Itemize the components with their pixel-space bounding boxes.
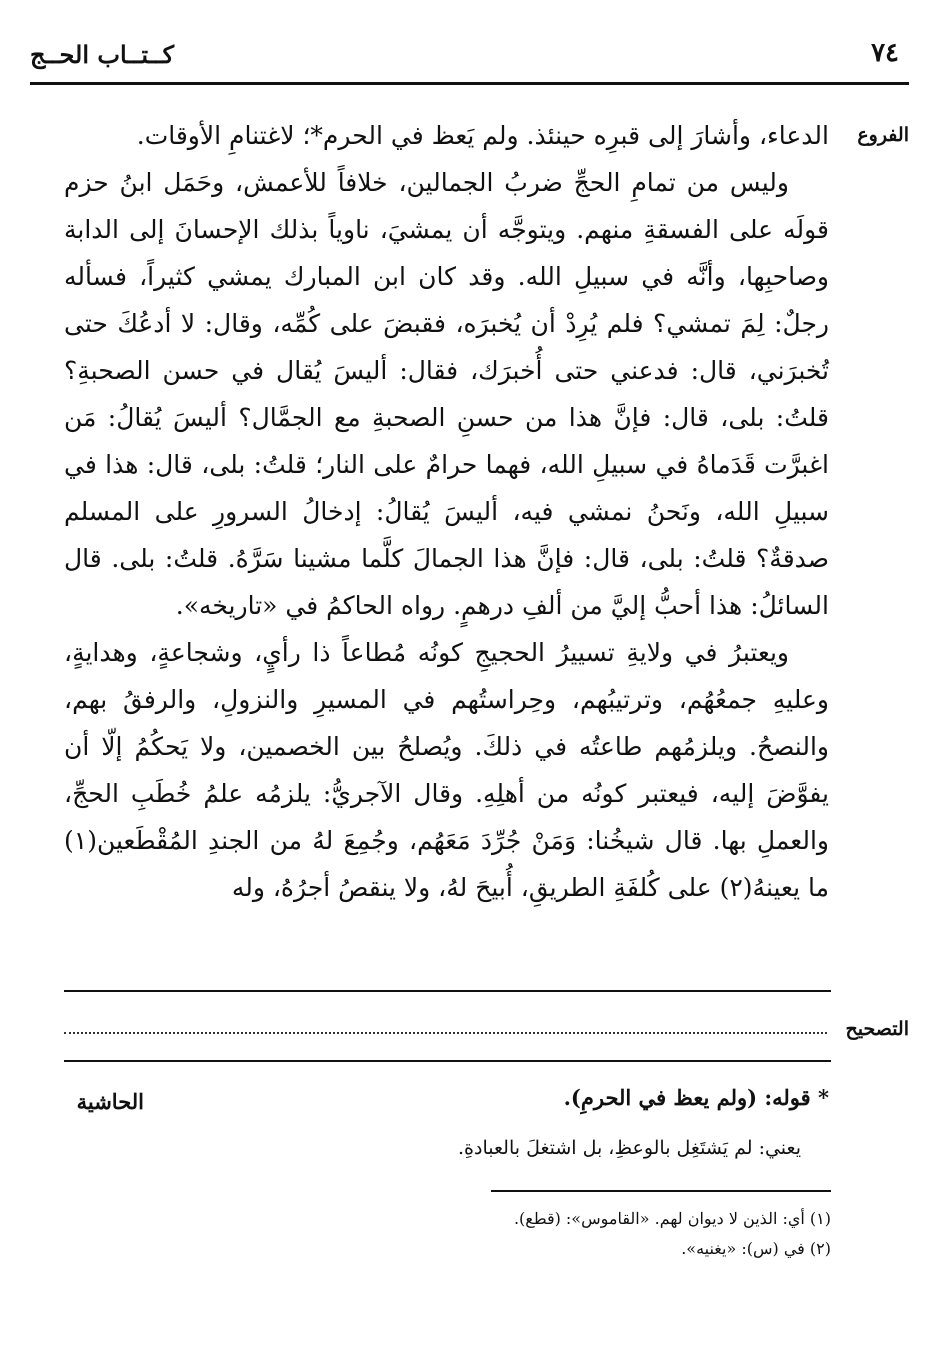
tashih-dotted-line — [64, 1032, 827, 1034]
running-title: كــتــاب الحــج — [30, 40, 175, 69]
side-label-furu: الفروع — [857, 124, 909, 146]
hashiya-section — [64, 1082, 829, 1164]
paragraph-2: وليس من تمامِ الحجِّ ضربُ الجمالين، خلافاً للأعمش، وحَمَل ابنُ حزم قولَه على الفسقةِ منهم. ويتوجَّه أن يمشيَ، ناوياً بذلك الإحسانَ إلى الدابة وصاحبِها، وأنَّه في سبيلِ الله. وقد كان ابن المبارك يمشي كثيراً، فسأله رجلٌ: لِمَ تمشي؟ فلم يُرِدْ أن يُخبرَه، فقبضَ على كُمِّه، وقال: لا أدعُكَ حتى تُخبرَني، قال: فدعني حتى أُخبرَك، فقال: أليسَ يُقال في حسن الصحبةِ؟ قلتُ: بلى، قال: فإنَّ هذا من حسنِ الصحبةِ مع الجمَّال؟ أليسَ يُقالُ: مَن اغبرَّت قَدَماهُ في سبيلِ الله، فهما حرامٌ على النار؛ قلتُ: بلى، قال: هذا في سبيلِ الله، ونَحنُ نمشي فيه، أليسَ يُقالُ: إدخالُ السرورِ على المسلم صدقةٌ؟ قلتُ: بلى، قال: فإنَّ هذا الجمالَ كلَّما مشينا سَرَّهُ. قلتُ: بلى. قال السائلُ: هذا أحبُّ إليَّ من ألفِ درهمٍ. رواه الحاكمُ في «تاريخه». — [64, 168, 829, 620]
hashiya-head: * قوله: (ولم يعظ في الحرمِ). — [563, 1085, 829, 1110]
side-label-hashiya: الحاشية — [76, 1089, 144, 1114]
footnote-2: (٢) في (س): «يغنيه». — [681, 1239, 831, 1258]
paragraph-3: ويعتبرُ في ولايةِ تسييرُ الحجيجِ كونُه مُطاعاً ذا رأيٍ، وشجاعةٍ، وهدايةٍ، وعليهِ جمعُهُم، وترتيبُهم، وحِراستُهم في المسيرِ والنزولِ، والرفقُ بهم، والنصحُ. ويلزمُهم طاعتُه في ذلكَ. ويُصلحُ بين الخصمين، ولا يَحكُمُ إلّا أن يفوَّضَ إليه، فيعتبر كونُه من أهلِهِ. وقال الآجريُّ: يلزمُه علمُ خُطَبِ الحجِّ، والعملِ بها. قال شيخُنا: وَمَنْ جُرِّدَ مَعَهُم، وجُمِعَ لهُ من الجندِ المُقْطَعين(١) ما يعينهُ(٢) على كُلفَةِ الطريقِ، أُبيحَ لهُ، ولا ينقصُ أجرُهُ، وله — [64, 638, 829, 902]
header-divider — [30, 82, 909, 85]
page-number: ٧٤ — [871, 38, 899, 68]
section-divider-bottom — [64, 1060, 831, 1062]
footnote-divider — [491, 1190, 831, 1192]
footnotes — [64, 1204, 831, 1264]
side-label-tashih: التصحيح — [845, 1018, 909, 1040]
paragraph-1: الدعاء، وأشارَ إلى قبرِه حينئذ. ولم يَعظ في الحرم*؛ لاغتنامِ الأوقات. — [136, 121, 829, 150]
section-divider-top — [64, 990, 831, 992]
main-text — [64, 112, 829, 911]
hashiya-body: يعني: لم يَشتَغِل بالوعظِ، بل اشتغلَ بالعبادةِ. — [458, 1137, 801, 1159]
footnote-1: (١) أي: الذين لا ديوان لهم. «القاموس»: (قطع). — [513, 1209, 831, 1228]
